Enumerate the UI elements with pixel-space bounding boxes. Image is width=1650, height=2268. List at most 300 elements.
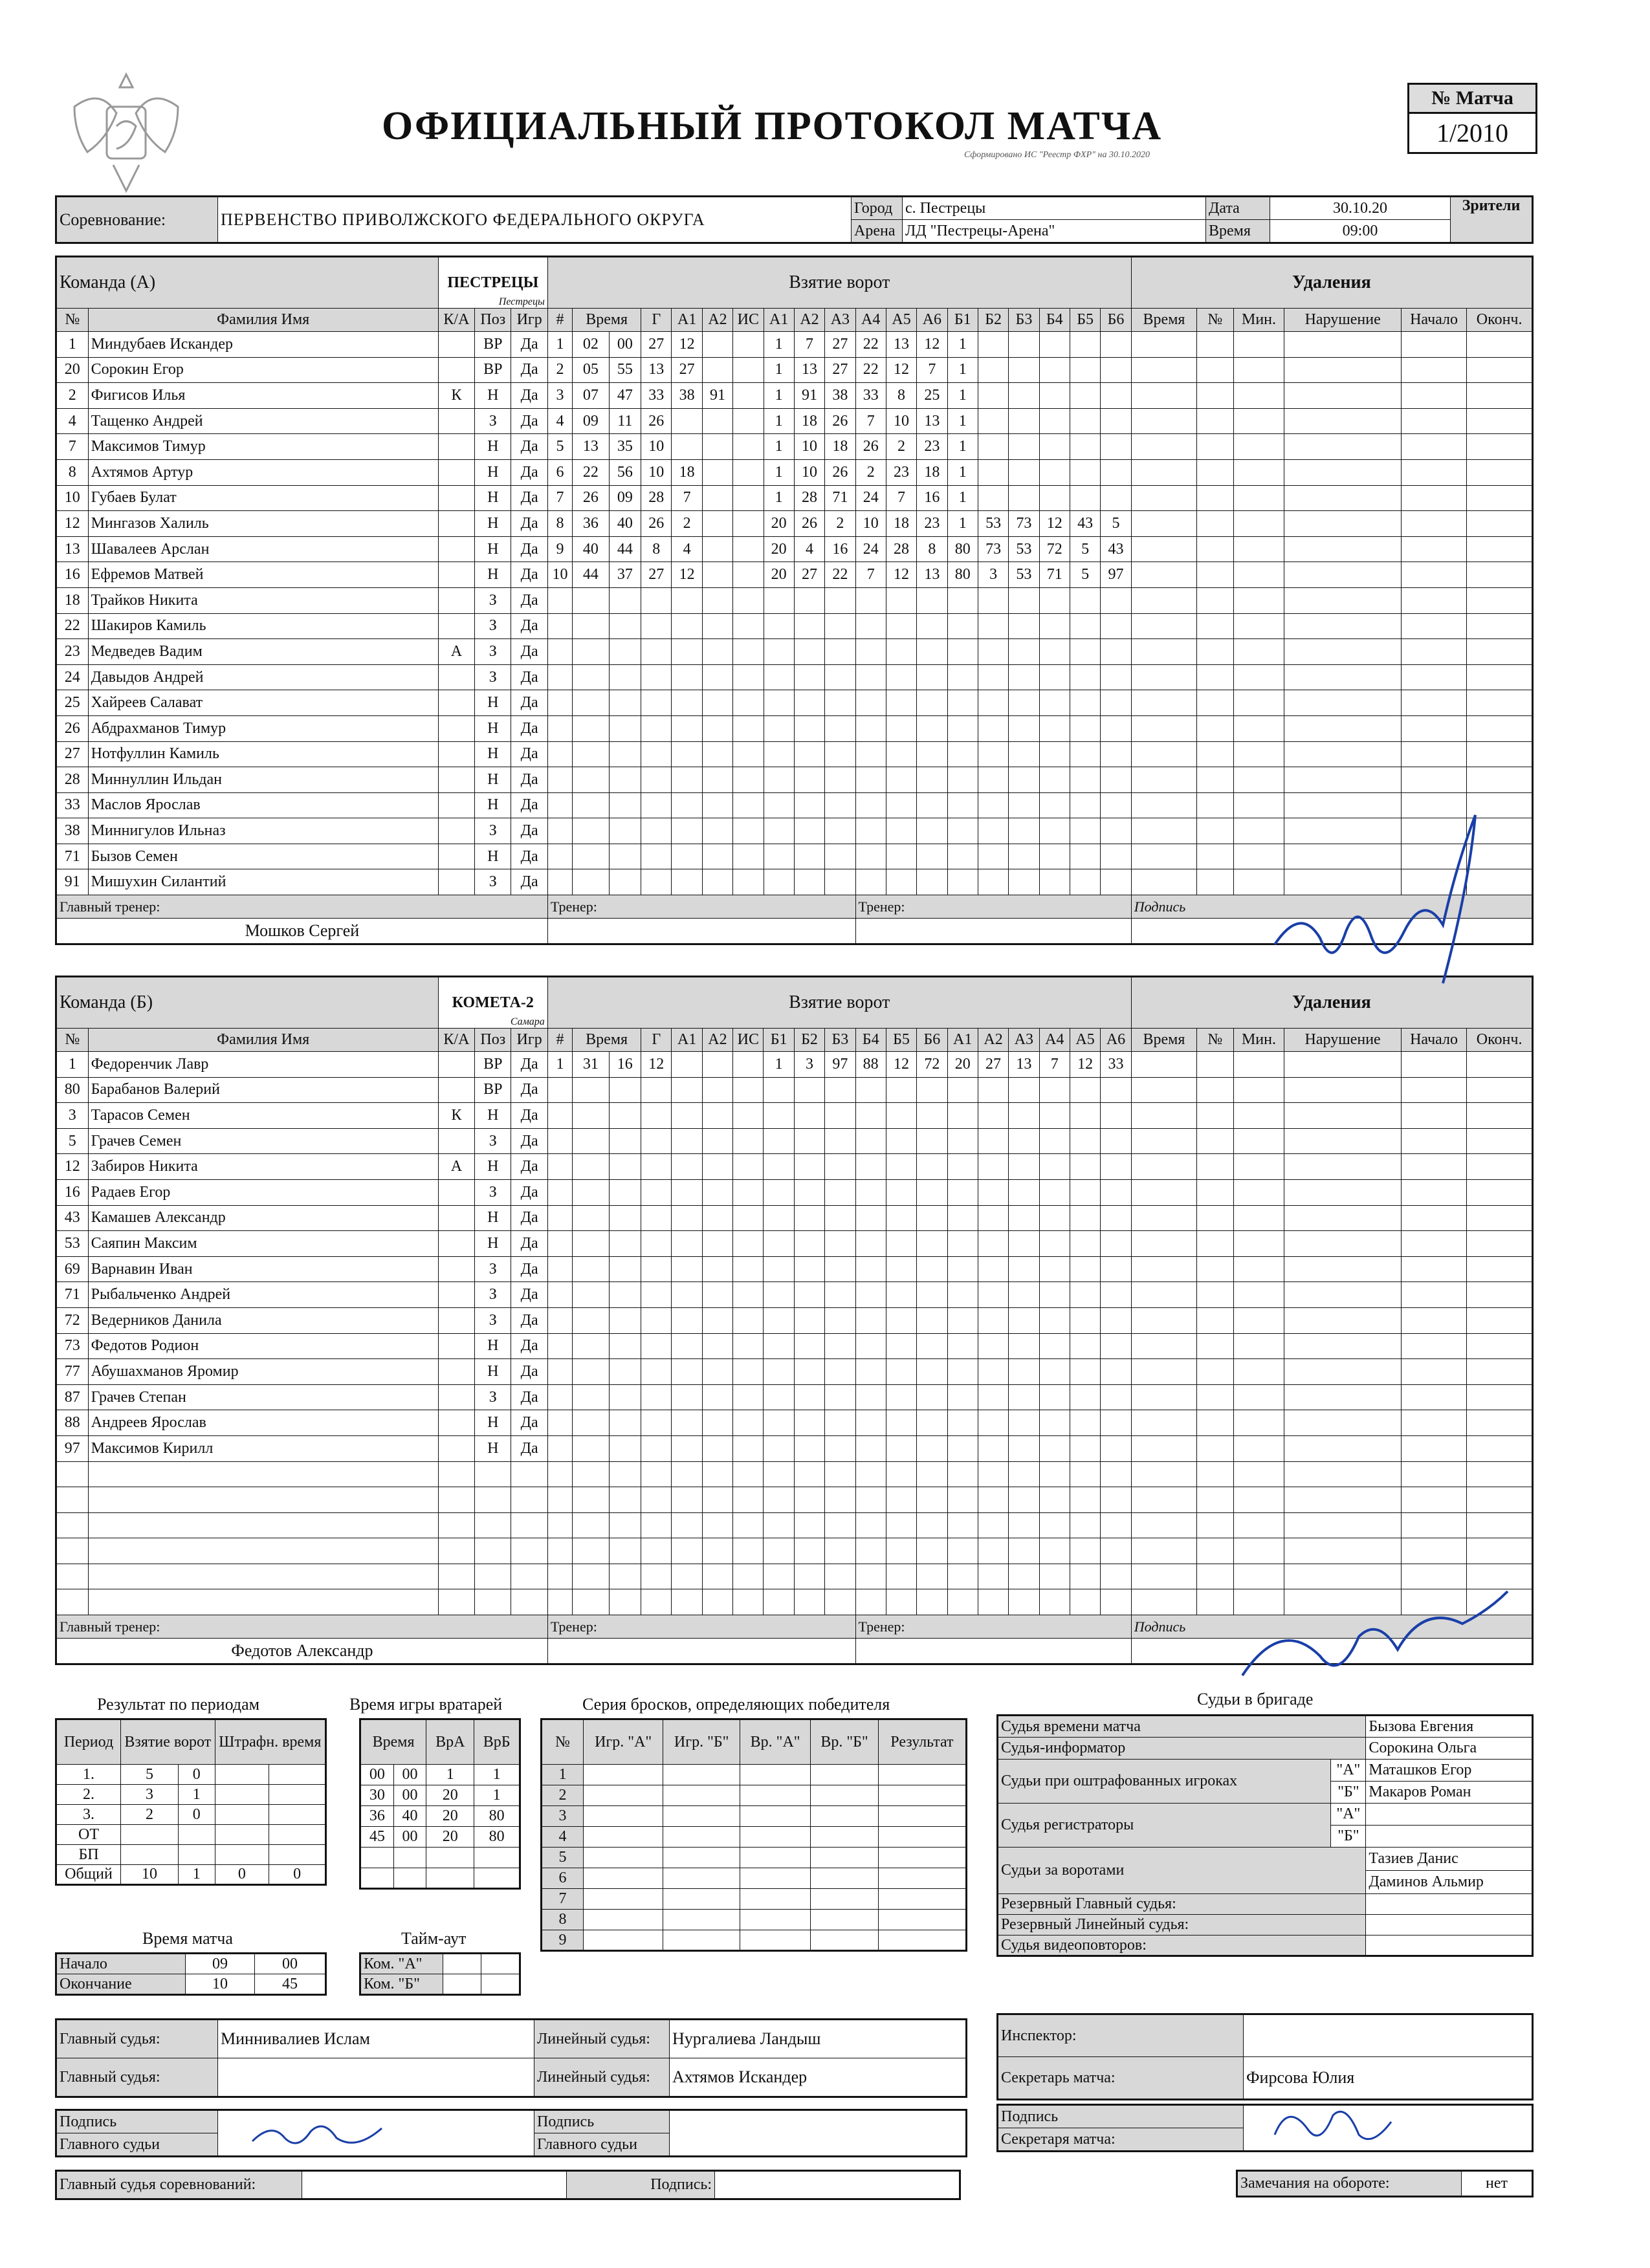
penalty-cell <box>1401 562 1466 588</box>
onice-player: 18 <box>917 459 947 485</box>
goal-number <box>547 792 572 818</box>
onice-opponent <box>1101 1154 1131 1180</box>
onice-player: 18 <box>825 434 855 460</box>
team_b-signature-label: Подпись <box>1131 1615 1532 1639</box>
onice-opponent <box>947 1128 978 1154</box>
onice-player: 10 <box>794 434 824 460</box>
onice-opponent <box>978 1359 1008 1385</box>
onice-player: 7 <box>886 485 916 511</box>
player-role <box>438 1461 474 1487</box>
penalty-cell <box>1284 536 1401 562</box>
penalty-cell <box>1401 383 1466 409</box>
shootout-row <box>542 1785 967 1806</box>
penalty-cell <box>1284 485 1401 511</box>
onice-player <box>855 715 886 741</box>
onice-player <box>794 1154 824 1180</box>
player-position: Н <box>475 741 511 767</box>
onice-opponent: 1 <box>947 357 978 383</box>
goal-situation <box>733 1512 764 1538</box>
player-position: Н <box>475 1333 511 1359</box>
onice-opponent <box>978 844 1008 869</box>
goal-number <box>547 1205 572 1231</box>
goal-situation <box>733 357 764 383</box>
line-ref-1: Нургалиева Ландыш <box>670 2020 967 2058</box>
onice-player <box>794 1435 824 1461</box>
period-goals-a <box>121 1825 179 1845</box>
penalty-cell <box>1197 562 1233 588</box>
goal-assist-2 <box>702 1128 732 1154</box>
reg-a-tag: "А" <box>1331 1804 1366 1826</box>
col-a1: А1 <box>672 309 702 332</box>
player-plays <box>511 1512 547 1538</box>
goal-scorer <box>641 1435 672 1461</box>
video-judge-label: Судья видеоповторов: <box>998 1935 1366 1956</box>
player-plays: Да <box>511 792 547 818</box>
goal-situation <box>733 1052 764 1078</box>
player-name: Грачев Степан <box>88 1384 438 1410</box>
goal-scorer <box>641 1512 672 1538</box>
onice-player <box>855 587 886 613</box>
onice-opponent <box>1009 715 1039 741</box>
date-value: 30.10.20 <box>1270 197 1451 220</box>
match-number: 1/2010 <box>1436 118 1509 147</box>
penalty-cell <box>1233 1307 1284 1333</box>
penalty-cell <box>1467 536 1533 562</box>
penalty-cell <box>1131 485 1196 511</box>
onice-opponent <box>978 383 1008 409</box>
match-number-label: № Матча <box>1409 85 1535 114</box>
goal-situation <box>733 485 764 511</box>
col-onice-5: А6 <box>917 309 947 332</box>
onice-player <box>886 1231 916 1257</box>
goal-minute <box>573 1512 609 1538</box>
penalty-cell <box>1197 459 1233 485</box>
player-name: Губаев Булат <box>88 485 438 511</box>
penalty-cell <box>1197 639 1233 665</box>
onice-opponent <box>978 1589 1008 1615</box>
start-label: Начало <box>56 1954 186 1974</box>
goalie-b: 80 <box>474 1827 520 1848</box>
col-a2: А2 <box>702 1029 732 1052</box>
penalty-cell <box>1401 664 1466 690</box>
start-hour: 09 <box>186 1954 255 1974</box>
penalty-cell <box>1197 664 1233 690</box>
goalie-a: 20 <box>426 1785 474 1806</box>
onice-player <box>886 1077 916 1103</box>
player-plays: Да <box>511 485 547 511</box>
penalty-cell <box>1131 1538 1196 1564</box>
onice-player <box>794 1512 824 1538</box>
onice-player: 13 <box>917 562 947 588</box>
goal-assist-2 <box>702 1154 732 1180</box>
onice-player <box>917 1512 947 1538</box>
penalty-cell <box>1233 664 1284 690</box>
player-name: Грачев Семен <box>88 1128 438 1154</box>
onice-player <box>794 1256 824 1282</box>
goal-second <box>609 1538 641 1564</box>
penalty-cell <box>1197 1384 1233 1410</box>
goal-situation <box>733 434 764 460</box>
player-plays: Да <box>511 639 547 665</box>
player-role <box>438 1333 474 1359</box>
col-pen-viol: Нарушение <box>1284 1029 1401 1052</box>
player-plays <box>511 1487 547 1513</box>
player-plays <box>511 1538 547 1564</box>
goal-minute: 13 <box>573 434 609 460</box>
player-role <box>438 1410 474 1436</box>
coach-b-signature <box>1229 1578 1514 1708</box>
penalty-cell <box>1233 690 1284 716</box>
goal-assist-2 <box>702 1077 732 1103</box>
team_a-signature-label: Подпись <box>1131 895 1532 919</box>
onice-opponent <box>1070 459 1100 485</box>
onice-player <box>825 869 855 895</box>
col-g: Г <box>641 1029 672 1052</box>
goal-number: 5 <box>547 434 572 460</box>
period-pen-b <box>269 1805 326 1825</box>
onice-player: 8 <box>917 536 947 562</box>
penalty-cell <box>1467 664 1533 690</box>
onice-player <box>825 587 855 613</box>
player-position: Н <box>475 1103 511 1129</box>
player-role <box>438 1384 474 1410</box>
penalty-cell <box>1467 1333 1533 1359</box>
onice-opponent <box>1009 383 1039 409</box>
onice-opponent <box>947 869 978 895</box>
city-label: Город <box>852 197 903 220</box>
goal-assist-2 <box>702 1487 732 1513</box>
penalty-cell <box>1284 1410 1401 1436</box>
player-name: Давыдов Андрей <box>88 664 438 690</box>
onice-opponent <box>947 613 978 639</box>
onice-opponent <box>1101 459 1131 485</box>
period-row <box>56 1825 326 1845</box>
onice-player: 23 <box>917 434 947 460</box>
period-pen-a <box>215 1785 269 1805</box>
onice-player <box>764 715 794 741</box>
onice-opponent <box>1009 639 1039 665</box>
player-role <box>438 1282 474 1308</box>
onice-player <box>855 1128 886 1154</box>
player-number: 1 <box>56 1052 89 1078</box>
goal-number: 4 <box>547 408 572 434</box>
remarks-label: Замечания на обороте: <box>1237 2171 1462 2197</box>
penalty-cell <box>1197 1359 1233 1385</box>
goal-situation <box>733 844 764 869</box>
player-plays: Да <box>511 1307 547 1333</box>
col-onice-5: Б6 <box>917 1029 947 1052</box>
player-name: Ведерников Данила <box>88 1307 438 1333</box>
onice-player <box>886 690 916 716</box>
penalty-cell <box>1401 1435 1466 1461</box>
penalty-cell <box>1401 639 1466 665</box>
onice-opponent <box>1009 1359 1039 1385</box>
player-name: Радаев Егор <box>88 1179 438 1205</box>
goal-scorer <box>641 715 672 741</box>
penalty-cell <box>1284 1461 1401 1487</box>
penalty-cell <box>1284 1359 1401 1385</box>
registrar-label: Судья регистраторы <box>998 1804 1331 1848</box>
team_b-player-row <box>56 1359 1533 1385</box>
goalie-b: 80 <box>474 1806 520 1827</box>
player-role <box>438 562 474 588</box>
onice-opponent <box>1070 792 1100 818</box>
signatures-table <box>55 2109 967 2157</box>
goal-number <box>547 1461 572 1487</box>
onice-player <box>886 1205 916 1231</box>
goal-assist-2 <box>702 1589 732 1615</box>
penalty-cell <box>1233 536 1284 562</box>
player-plays: Да <box>511 869 547 895</box>
onice-opponent: 43 <box>1070 511 1100 537</box>
onice-opponent <box>978 1307 1008 1333</box>
goal-second <box>609 1077 641 1103</box>
goal-number <box>547 1154 572 1180</box>
col-pen-end: Оконч. <box>1467 309 1533 332</box>
player-position: З <box>475 587 511 613</box>
onice-player <box>794 690 824 716</box>
penalty-cell <box>1467 1461 1533 1487</box>
onice-player <box>917 1384 947 1410</box>
penalty-cell <box>1467 562 1533 588</box>
penalty-cell <box>1467 1052 1533 1078</box>
onice-opponent <box>1039 741 1070 767</box>
onice-opponent <box>1070 1307 1100 1333</box>
onice-player <box>855 1384 886 1410</box>
onice-opponent <box>1009 818 1039 844</box>
penalty-cell <box>1197 434 1233 460</box>
match-time-title: Время матча <box>142 1929 233 1948</box>
onice-opponent <box>1039 1231 1070 1257</box>
goal-second: 09 <box>609 485 641 511</box>
onice-opponent: 1 <box>947 511 978 537</box>
goal-assist-2 <box>702 1256 732 1282</box>
onice-opponent <box>1070 357 1100 383</box>
goal-scorer <box>641 587 672 613</box>
onice-opponent <box>947 1487 978 1513</box>
onice-player <box>917 1359 947 1385</box>
player-position: З <box>475 818 511 844</box>
onice-opponent <box>978 869 1008 895</box>
onice-opponent: 53 <box>978 511 1008 537</box>
player-position <box>475 1538 511 1564</box>
goal-minute <box>573 715 609 741</box>
timeout-table <box>359 1952 521 1996</box>
onice-player <box>917 1128 947 1154</box>
onice-player <box>825 792 855 818</box>
onice-player <box>825 1256 855 1282</box>
onice-opponent <box>1039 664 1070 690</box>
goal-assist-2 <box>702 1179 732 1205</box>
onice-opponent <box>1101 1077 1131 1103</box>
onice-opponent <box>1101 639 1131 665</box>
goal-second <box>609 869 641 895</box>
team_a-goals-header: Взятие ворот <box>547 257 1131 309</box>
team_a-city: Пестрецы <box>498 296 545 307</box>
penalty-cell <box>1284 1154 1401 1180</box>
onice-player <box>825 767 855 793</box>
chief-sign-label: Подпись: <box>567 2171 715 2199</box>
onice-opponent <box>1039 715 1070 741</box>
goalies-title: Время игры вратарей <box>349 1695 503 1714</box>
onice-opponent <box>1039 1179 1070 1205</box>
onice-opponent <box>1101 1410 1131 1436</box>
shootout-row <box>542 1848 967 1868</box>
penalty-cell <box>1467 1077 1533 1103</box>
goal-minute <box>573 741 609 767</box>
penalty-cell <box>1401 408 1466 434</box>
penalty-cell <box>1284 459 1401 485</box>
onice-opponent <box>947 1179 978 1205</box>
onice-opponent <box>1039 1128 1070 1154</box>
col-pen-time: Время <box>1131 309 1196 332</box>
onice-opponent <box>947 1410 978 1436</box>
goal-situation <box>733 818 764 844</box>
penalty-cell <box>1401 1359 1466 1385</box>
period-row <box>56 1765 326 1785</box>
goal-number <box>547 1103 572 1129</box>
player-number: 25 <box>56 690 89 716</box>
goal-assist-2: 91 <box>702 383 732 409</box>
goal-number <box>547 1538 572 1564</box>
onice-opponent <box>1039 1487 1070 1513</box>
goal-situation <box>733 1282 764 1308</box>
onice-player: 20 <box>764 536 794 562</box>
penalty-cell <box>1197 1512 1233 1538</box>
goal-minute <box>573 1154 609 1180</box>
goal-situation <box>733 1256 764 1282</box>
goal-scorer: 10 <box>641 459 672 485</box>
onice-opponent: 5 <box>1070 562 1100 588</box>
onice-opponent <box>1009 1589 1039 1615</box>
player-number: 3 <box>56 1103 89 1129</box>
player-plays: Да <box>511 1435 547 1461</box>
onice-player <box>825 1154 855 1180</box>
goal-number <box>547 1589 572 1615</box>
goal-situation <box>733 1179 764 1205</box>
penalty-cell <box>1131 1052 1196 1078</box>
goal-number <box>547 1307 572 1333</box>
onice-player: 3 <box>794 1052 824 1078</box>
onice-player <box>825 1307 855 1333</box>
onice-player: 26 <box>794 511 824 537</box>
penalty-cell <box>1284 1487 1401 1513</box>
goal-minute <box>573 1333 609 1359</box>
goal-second <box>609 1410 641 1436</box>
goal-assist-1 <box>672 1359 702 1385</box>
onice-opponent <box>1009 1384 1039 1410</box>
col-goal-no: # <box>547 1029 572 1052</box>
penalty-cell <box>1233 1359 1284 1385</box>
period-name: Общий <box>56 1865 121 1885</box>
penalty-cell <box>1284 690 1401 716</box>
penalty-cell <box>1233 613 1284 639</box>
onice-player: 12 <box>917 332 947 358</box>
penalty-cell <box>1197 383 1233 409</box>
onice-opponent <box>1101 1307 1131 1333</box>
team_b-player-row <box>56 1231 1533 1257</box>
col-onice-3: А4 <box>855 309 886 332</box>
onice-opponent <box>978 613 1008 639</box>
goal-situation <box>733 511 764 537</box>
onice-opponent <box>978 459 1008 485</box>
goal-second <box>609 1231 641 1257</box>
goal-number <box>547 1282 572 1308</box>
onice-opponent <box>1070 383 1100 409</box>
onice-opponent <box>1009 741 1039 767</box>
onice-opponent <box>1009 1307 1039 1333</box>
main-ref-label-1: Главный судья: <box>56 2020 218 2058</box>
goal-situation <box>733 1128 764 1154</box>
onice-opponent <box>978 1205 1008 1231</box>
goal-minute <box>573 1538 609 1564</box>
onice-player <box>825 1077 855 1103</box>
player-number: 7 <box>56 434 89 460</box>
period-pen-a <box>215 1845 269 1865</box>
sign-sec-label-1: Подпись <box>998 2105 1244 2128</box>
player-name: Абушахманов Яромир <box>88 1359 438 1385</box>
goal-situation <box>733 1333 764 1359</box>
penalty-cell <box>1131 536 1196 562</box>
penalty-cell <box>1131 511 1196 537</box>
main-ref-signature <box>246 2115 388 2154</box>
onice-player <box>794 1384 824 1410</box>
team_b-player-row <box>56 1307 1533 1333</box>
onice-player <box>764 639 794 665</box>
onice-opponent <box>1070 1512 1100 1538</box>
onice-player <box>825 818 855 844</box>
player-number: 16 <box>56 562 89 588</box>
onice-player <box>794 1128 824 1154</box>
player-plays: Да <box>511 1205 547 1231</box>
onice-player <box>917 844 947 869</box>
goal-assist-1 <box>672 587 702 613</box>
onice-opponent <box>1101 1589 1131 1615</box>
goal-situation <box>733 459 764 485</box>
onice-opponent: 1 <box>947 383 978 409</box>
goalie-a-header: ВрА <box>426 1719 474 1765</box>
penalty-cell <box>1233 741 1284 767</box>
col-onice-opp-4: А5 <box>1070 1029 1100 1052</box>
team_a-player-row <box>56 639 1533 665</box>
col-pen-start: Начало <box>1401 1029 1466 1052</box>
onice-opponent <box>947 1307 978 1333</box>
penalty-cell <box>1131 1103 1196 1129</box>
onice-opponent <box>947 1538 978 1564</box>
onice-opponent <box>978 1282 1008 1308</box>
onice-player: 26 <box>855 434 886 460</box>
goal-assist-2 <box>702 408 732 434</box>
player-role <box>438 690 474 716</box>
penalty-cell <box>1233 715 1284 741</box>
informer-name: Сорокина Ольга <box>1366 1738 1533 1760</box>
player-name: Миннуллин Ильдан <box>88 767 438 793</box>
penalty-cell <box>1197 485 1233 511</box>
start-minute: 00 <box>254 1954 325 1974</box>
onice-player: 2 <box>886 434 916 460</box>
onice-player: 7 <box>855 562 886 588</box>
goal-assist-1 <box>672 1384 702 1410</box>
penalty-cell <box>1467 408 1533 434</box>
penalty-cell <box>1131 869 1196 895</box>
onice-player <box>764 1384 794 1410</box>
player-role <box>438 434 474 460</box>
team_b-player-row <box>56 1179 1533 1205</box>
onice-opponent <box>1101 1359 1131 1385</box>
penalty-cell <box>1131 690 1196 716</box>
goal-minute: 26 <box>573 485 609 511</box>
onice-opponent: 33 <box>1101 1052 1131 1078</box>
